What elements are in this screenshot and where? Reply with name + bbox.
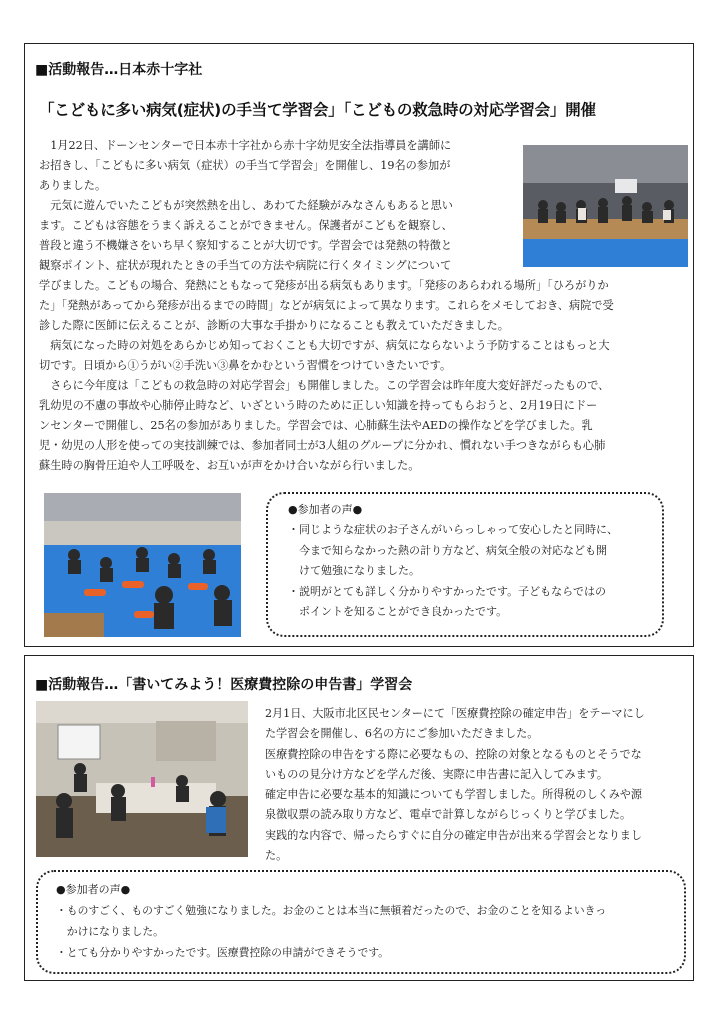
text-line: 普段と違う不機嫌さをいち早く察知することが大切です。学習会では発熱の特徴と: [39, 239, 453, 252]
text-line: 泉徴収票の読み取り方など、電卓で計算しながらじっくりと学びました。: [265, 808, 632, 822]
text-line: 診した際に医師に伝えることが、診断の大事な手掛かりになることも教えていただきました。: [39, 319, 509, 332]
text-line: た学習会を開催し、6名の方にご参加いただきました。: [265, 727, 539, 741]
activity-report-medical-deduction: [24, 655, 694, 981]
text-line: た」「発熱があってから発疹が出るまでの時間」などが病気によって異なります。これらをメモしておき、病院で受: [39, 299, 614, 312]
activity-report-red-cross: [24, 43, 694, 647]
voice-item: ・ものすごく、ものすごく勉強になりました。お金のことは本当に無頓着だったので、お金のことを知るよいきっ: [56, 904, 607, 917]
paragraph-seminar: [265, 704, 690, 866]
voices-heading: ●参加者の声●: [56, 883, 131, 896]
text-line: 切です。日頃から①うがい②手洗い③鼻をかむという習慣をつけていきたいです。: [39, 359, 452, 372]
participant-voices-box: [36, 870, 686, 974]
paragraph-fever: [39, 196, 527, 276]
text-line: ンセンターで開催し、25名の参加がありました。学習会では、心肺蘇生法やAEDの操作などを学びました。乳: [39, 419, 593, 432]
paragraph-emergency: [39, 376, 689, 476]
paragraph-intro: [39, 136, 527, 196]
voice-item: かけになりました。: [56, 925, 164, 938]
paragraph-prevention: [39, 336, 689, 376]
text-line: いものの見分け方などを学んだ後、実際に申告書に記入してみます。: [265, 767, 609, 781]
photo-lecture-room: [523, 145, 688, 267]
text-line: 1月22日、ドーンセンターで日本赤十字社から赤十字幼児安全法指導員を講師に: [39, 139, 452, 152]
text-line: 病気になった時の対処をあらかじめ知っておくことも大切ですが、病気にならないよう予防することはもっと大: [39, 339, 610, 352]
text-line: さらに今年度は「こどもの救急時の対応学習会」も開催しました。この学習会は昨年度大変好評だったもので、: [39, 379, 610, 392]
paragraph-rash: [39, 276, 689, 336]
text-line: 蘇生時の胸骨圧迫や人工呼吸を、お互いが声をかけ合いながら行いました。: [39, 459, 420, 472]
article-title: 「こどもに多い病気(症状)の手当て学習会」「こどもの救急時の対応学習会」開催: [39, 101, 596, 119]
section-heading: ■活動報告…日本赤十字社: [35, 62, 203, 78]
voice-item: けて勉強になりました。: [288, 564, 420, 577]
text-line: 元気に遊んでいたこどもが突然熱を出し、あわてた経験がみなさんもあると思い: [39, 199, 453, 212]
photo-cpr-practice: [44, 493, 241, 637]
voice-item: 今まで知らなかった熱の計り方など、病気全般の対応なども開: [288, 543, 607, 557]
voices-heading: ●参加者の声●: [288, 503, 363, 516]
voices-list: [56, 900, 681, 963]
text-line: 乳幼児の不慮の事故や心肺停止時など、いざという時のために正しい知識を持ってもらおうと、2月19日にドー: [39, 399, 598, 412]
text-line: お招きし、「こどもに多い病気（症状）の手当て学習会」を開催し、19名の参加が: [39, 159, 451, 172]
voice-item: ・説明がとても詳しく分かりやすかったです。子どもならではの: [288, 584, 607, 598]
participant-voices-box: [266, 492, 664, 637]
section-heading: ■活動報告…「書いてみよう！医療費控除の申告書」学習会: [35, 677, 413, 693]
voices-list: [288, 520, 658, 623]
text-line: 観察ポイント、症状が現れたときの手当ての方法や病院に行くタイミングについて: [39, 259, 452, 272]
voice-item: ・とても分かりやすかったです。医療費控除の申請ができそうです。: [56, 946, 389, 959]
text-line: た。: [265, 849, 288, 863]
voice-item: ・同じような症状のお子さんがいらっしゃって安心したと同時に、: [288, 523, 618, 536]
text-line: 確定申告に必要な基本的知識についても学習しました。所得税のしくみや源: [265, 788, 642, 802]
text-line: 児・幼児の人形を使っての実技訓練では、参加者同士が3人組のグループに分かれ、慣れない手つきながらも心肺: [39, 439, 606, 452]
text-line: ます。こどもは容態をうまく訴えることができません。保護者がこどもを観察し、: [39, 219, 453, 232]
text-line: ありました。: [39, 179, 107, 192]
text-line: 実践的な内容で、帰ったらすぐに自分の確定申告が出来る学習会となりまし: [265, 828, 642, 842]
text-line: 2月1日、大阪市北区民センターにて「医療費控除の確定申告」をテーマにし: [265, 707, 645, 720]
voice-item: ポイントを知ることができ良かったです。: [288, 605, 508, 618]
text-line: 学びました。こどもの場合、発熱にともなって発疹が出る病気もあります。「発疹のあらわれる場所」「ひろがりか: [39, 279, 609, 292]
text-line: 医療費控除の申告をする際に必要なもの、控除の対象となるものとそうでな: [265, 747, 642, 761]
photo-seminar-room: [36, 701, 248, 857]
